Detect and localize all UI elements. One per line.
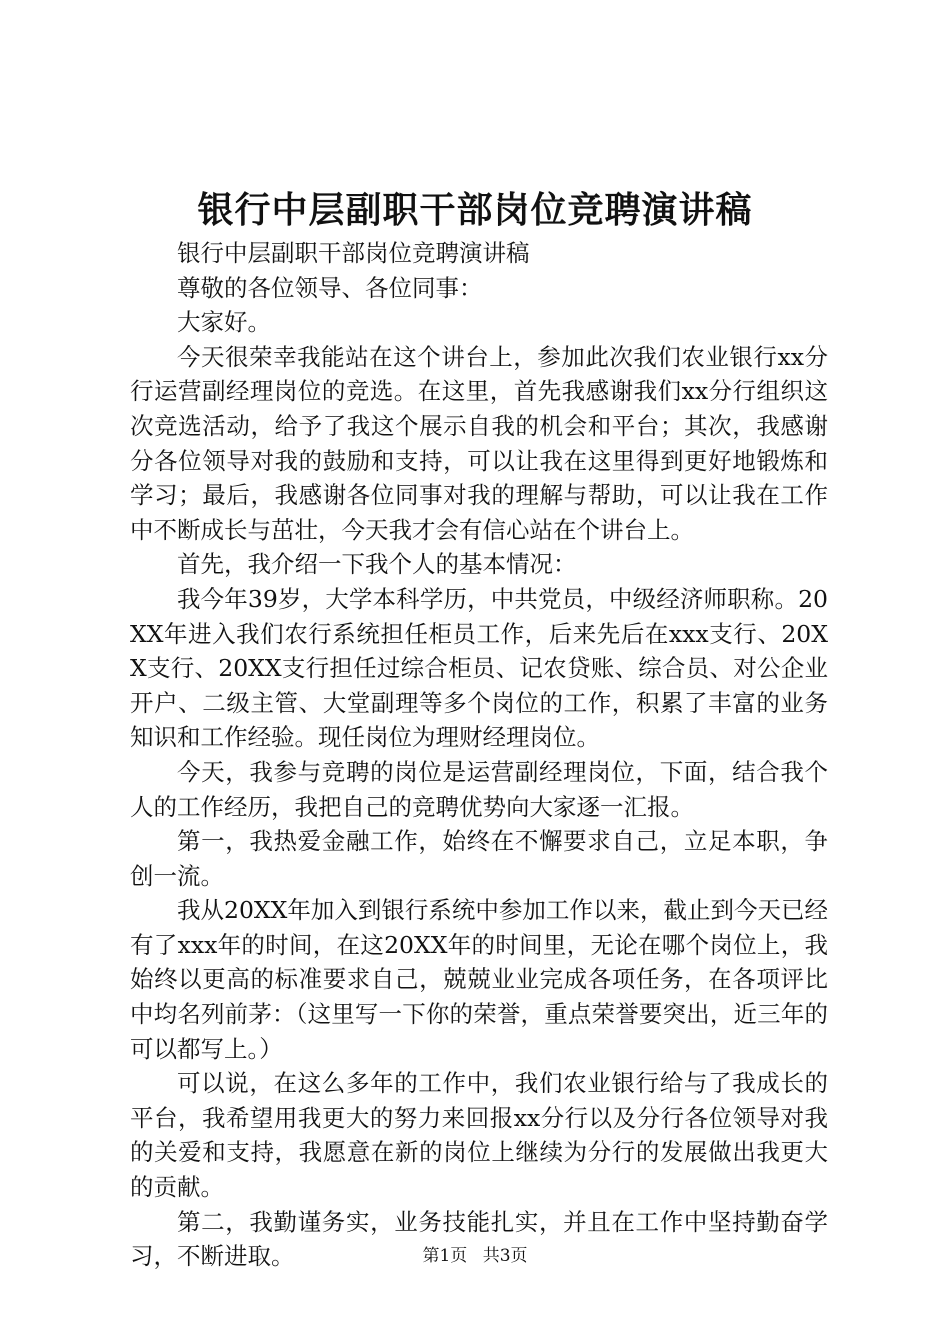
paragraph-greeting: 大家好。 xyxy=(177,308,271,337)
page-number: 第1页 xyxy=(422,1246,468,1266)
paragraph-salutation: 尊敬的各位领导、各位同事： xyxy=(177,273,483,302)
document-title: 银行中层副职干部岗位竞聘演讲稿 xyxy=(197,189,753,231)
paragraph-personal-info: 我今年39岁，大学本科学历，中共党员，中级经济师职称。20XX年进入我们农行系统担任柜员工作，后来先后在xxx支行、20XX支行、20XX支行担任过综合柜员、记农贷账、综合员、对公企业开户、二级主管、大堂副理等多个岗位的工作，积累了丰富的业务知识和工作经验。现任岗位为理财经理岗位。 xyxy=(130,584,828,752)
document-body xyxy=(130,236,828,1274)
paragraph-gratitude: 可以说，在这么多年的工作中，我们农业银行给与了我成长的平台，我希望用我更大的努力来回报xx分行以及分行各位领导对我的关爱和支持，我愿意在新的岗位上继续为分行的发展做出我更大的贡献。 xyxy=(130,1069,828,1202)
page-total: 共3页 xyxy=(482,1246,528,1266)
paragraph-experience: 我从20XX年加入到银行系统中参加工作以来，截止到今天已经有了xxx年的时间，在这20XX年的时间里，无论在哪个岗位上，我始终以更高的标准要求自己，兢兢业业完成各项任务，在各项评比中均名列前茅：（这里写一下你的荣誉，重点荣誉要突出，近三年的可以都写上。） xyxy=(130,896,828,1063)
paragraph-point-one: 第一，我热爱金融工作，始终在不懈要求自己，立足本职，争创一流。 xyxy=(130,827,828,890)
paragraph-position: 今天，我参与竞聘的岗位是运营副经理岗位，下面，结合我个人的工作经历，我把自己的竞聘优势向大家逐一汇报。 xyxy=(130,757,828,821)
page-footer xyxy=(0,1244,950,1268)
paragraph-point-two: 第二，我勤谨务实，业务技能扎实，并且在工作中坚持勤奋学习，不断进取。 xyxy=(130,1207,828,1271)
paragraph-opening: 今天很荣幸我能站在这个讲台上，参加此次我们农业银行xx分行运营副经理岗位的竞选。在这里，首先我感谢我们xx分行组织这次竞选活动，给予了我这个展示自我的机会和平台；其次，我感谢分各位领导对我的鼓励和支持，可以让我在这里得到更好地锻炼和学习；最后，我感谢各位同事对我的理解与帮助，可以让我在工作中不断成长与茁壮，今天我才会有信心站在个讲台上。 xyxy=(130,342,828,544)
paragraph-intro-lead: 首先，我介绍一下我个人的基本情况： xyxy=(177,550,577,579)
paragraph-heading-repeat: 银行中层副职干部岗位竞聘演讲稿 xyxy=(177,239,530,267)
